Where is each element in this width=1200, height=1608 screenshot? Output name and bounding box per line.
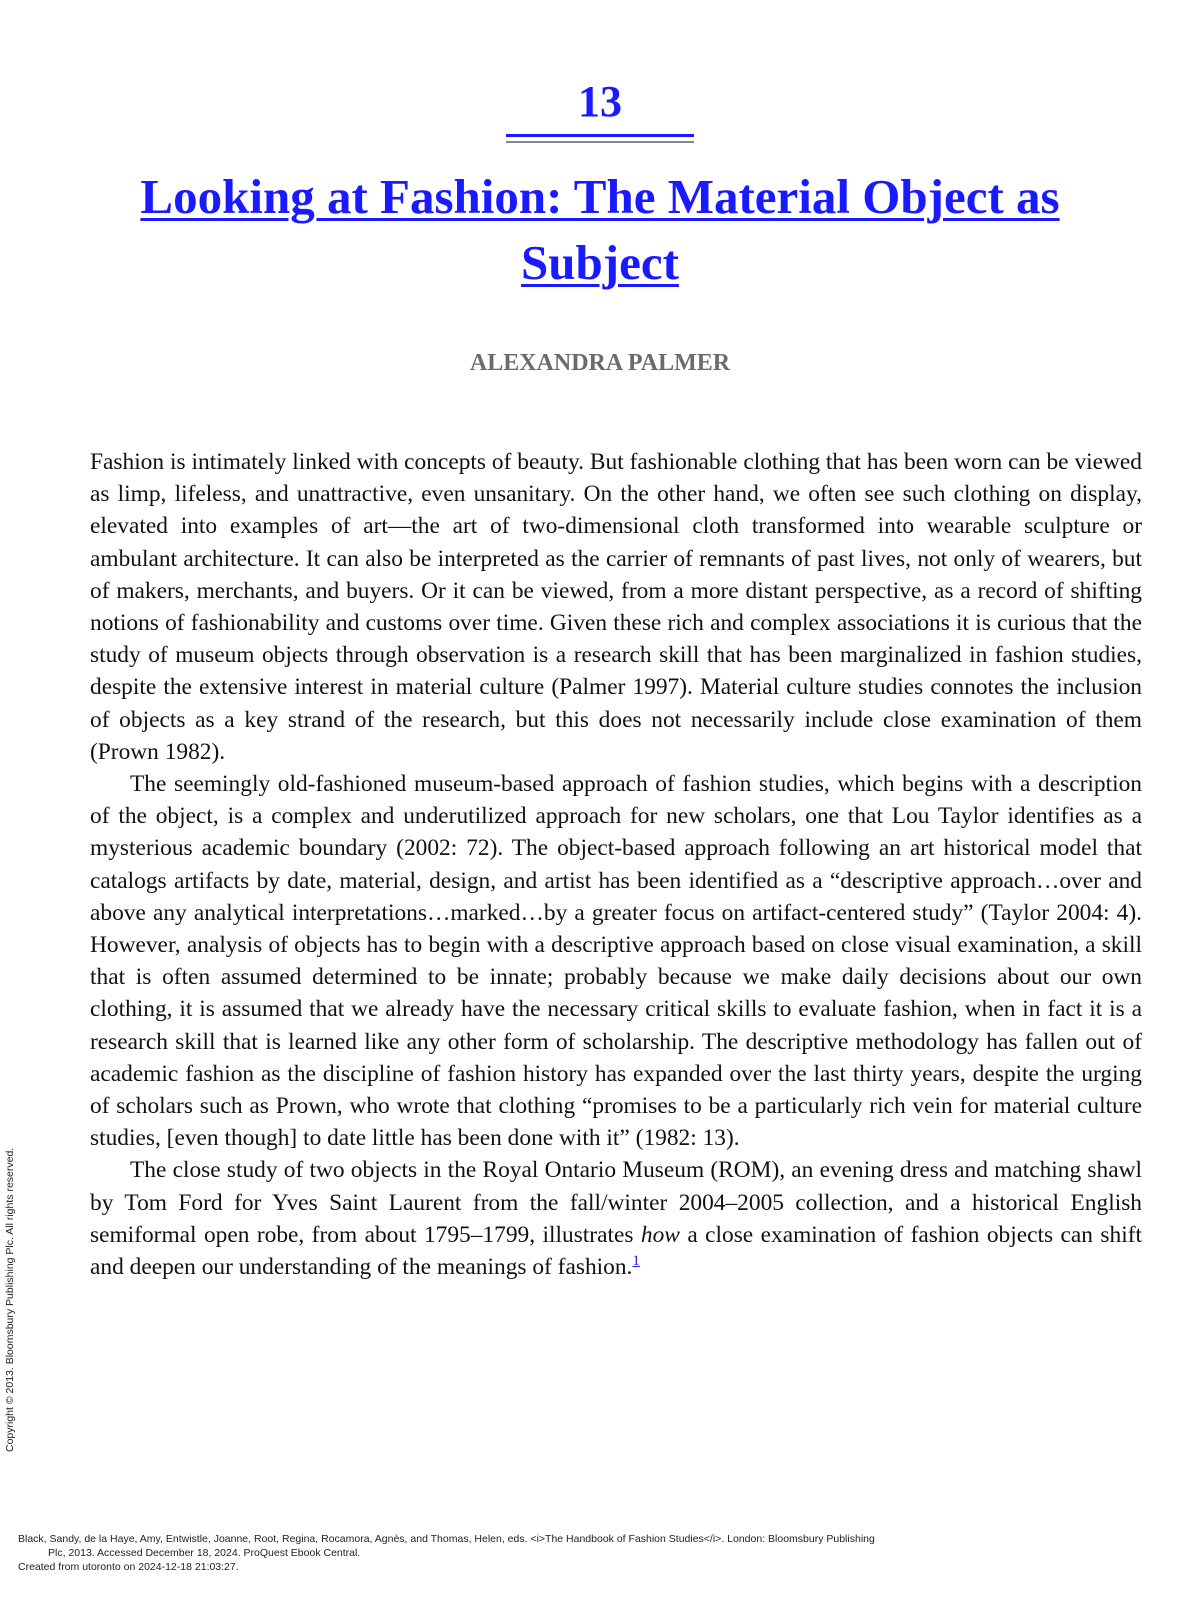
paragraph-3-text-end: a close examination of fashion objects can shift and deepen our understanding of the meanings of fashion. <box>90 1221 1143 1281</box>
paragraph-1: Fashion is intimately linked with concepts of beauty. But fashionable clothing that has been worn can be viewed as limp, lifeless, and unattractive, even unsanitary. On the other hand, we often see such clothing on display, elevated into examples of art—the art of two-dimensional cloth transformed into wearable sculpture or ambulant architecture. It can also be interpreted as the carrier of remnants of past lives, not only of wearers, but of makers, merchants, and buyers. Or it can be viewed, from a more distant perspective, as a record of shifting notions of fashionability and customs over time. Given these rich and complex associations it is curious that the study of museum objects through observation is a research skill that has been marginalized in fashion studies, despite the extensive interest in material culture (Palmer 1997). Material culture studies connotes the inclusion of objects as a key strand of the research, but this does not necessarily include close examination of them (Prown 1982). <box>90 449 1142 765</box>
author-name: ALEXANDRA PALMER <box>469 350 731 376</box>
paragraph-2: The seemingly old-fashioned museum-based approach of fashion studies, which begins with a description of the object, is a complex and underutilized approach for new scholars, one that Lou Taylor identifies as a mysterious academic boundary (2002: 72). The object-based approach following an art historical model that catalogs artifacts by date, material, design, and artist has been identified as a “descriptive approach…over and above any analytical interpretations…marked…by a greater focus on artifact-centered study” (Taylor 2004: 4). However, analysis of objects has to begin with a descriptive approach based on close visual examination, a skill that is often assumed determined to be innate; probably because we make daily decisions about our own clothing, it is assumed that we already have the necessary critical skills to evaluate fashion, when in fact it is a research skill that is learned like any other form of scholarship. The descriptive methodology has fallen out of academic fashion as the discipline of fashion history has expanded over the last thirty years, despite the urging of scholars such as Prown, who wrote that clothing “promises to be a particularly rich vein for material culture studies, [even though] to date little has been done with it” (1982: 13). <box>90 771 1142 1152</box>
citation-line-2: Plc, 2013. Accessed December 18, 2024. ProQuest Ebook Central. <box>48 1547 361 1559</box>
paragraph-3-emphasis: how <box>640 1221 680 1248</box>
footnote-reference-link[interactable]: 1 <box>632 1253 640 1270</box>
paragraph-3-text-start: The close study of two objects in the Royal Ontario Museum (ROM), an evening dress and matching shawl by Tom Ford for Yves Saint Laurent from the fall/winter 2004–2005 collection, and a historical English semiformal open robe, from about 1795–1799, illustrates <box>90 1157 1142 1248</box>
citation-line-3: Created from utoronto on 2024-12-18 21:03:27. <box>18 1561 239 1573</box>
chapter-number <box>0 76 1200 137</box>
paragraph-3 <box>90 1154 1142 1283</box>
citation-line-1: Black, Sandy, de la Haye, Amy, Entwistle, Joanne, Root, Regina, Rocamora, Agnès, and Thomas, Helen, eds. <i>The Handbook of Fashion Studies</i>. London: Bloomsbury Publishing <box>18 1533 875 1545</box>
chapter-title <box>80 164 1120 296</box>
citation-footer <box>18 1532 1178 1574</box>
body-text <box>90 446 1142 1283</box>
side-copyright-notice: Copyright © 2013. Bloomsbury Publishing Plc. All rights reserved. <box>4 1147 16 1452</box>
chapter-title-link[interactable]: Looking at Fashion: The Material Object as Subject <box>140 169 1060 290</box>
chapter-number-link[interactable]: 13 <box>506 76 694 137</box>
